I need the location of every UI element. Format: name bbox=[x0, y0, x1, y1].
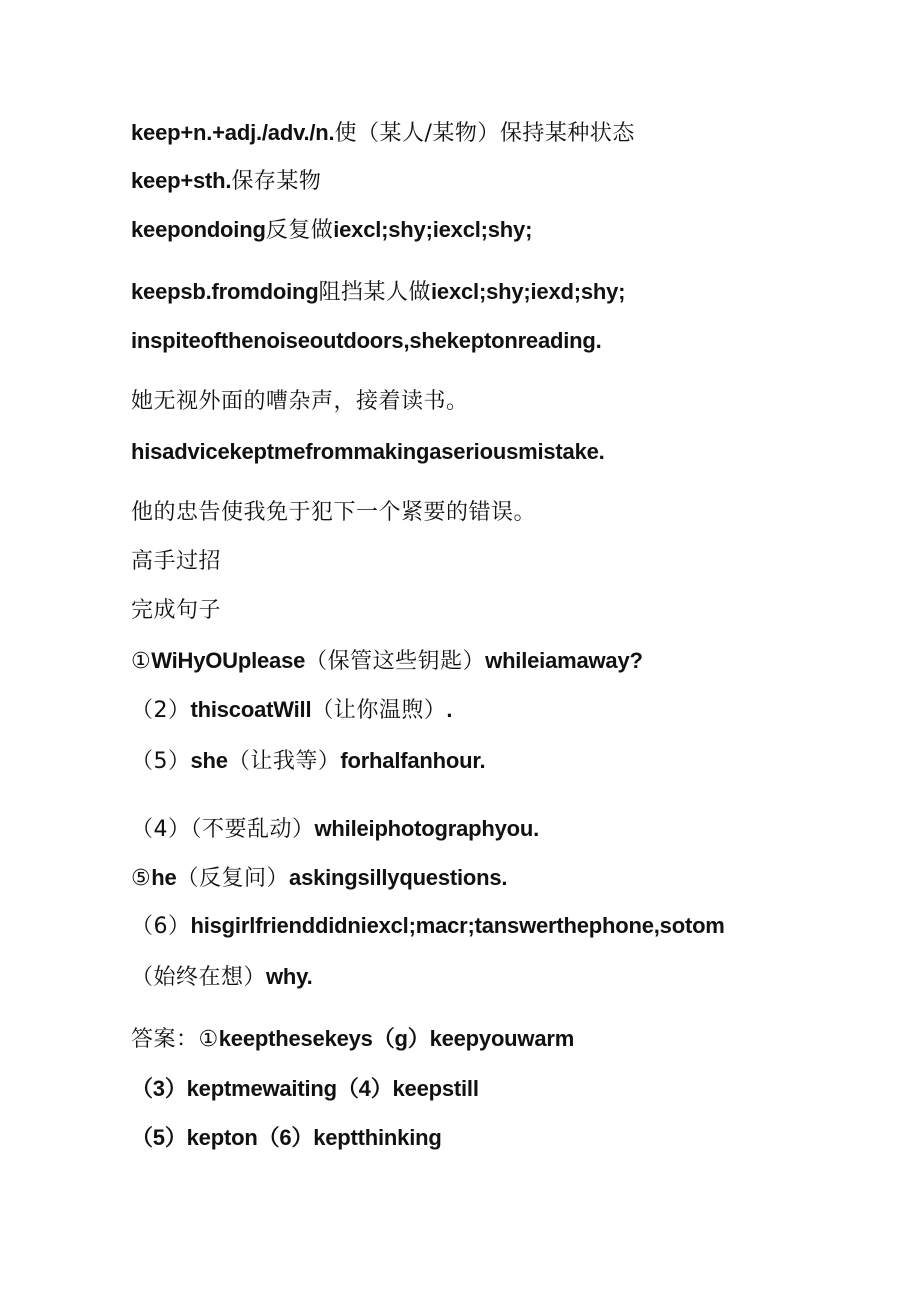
rule-zh: 反复做 bbox=[265, 218, 334, 243]
answer-number: （g） bbox=[372, 1026, 430, 1051]
answer-text: kepton bbox=[186, 1125, 258, 1150]
example-en: hisadvicekeptmefrommakingaseriousmistake. bbox=[131, 439, 605, 464]
question-en-tail: why. bbox=[266, 964, 313, 989]
answer-text: keptthinking bbox=[313, 1125, 442, 1150]
answer-number: （6） bbox=[257, 1125, 314, 1150]
keep-on-doing-rule bbox=[131, 215, 532, 246]
answers-line-3 bbox=[131, 1123, 442, 1154]
section-heading bbox=[131, 547, 221, 577]
question-en-tail: forhalfanhour. bbox=[340, 748, 486, 773]
question-5 bbox=[131, 863, 507, 894]
answer-text: keptmewaiting bbox=[186, 1076, 337, 1101]
question-en-tail: askingsillyquestions. bbox=[289, 865, 508, 890]
question-en-tail: whileiphotographyou. bbox=[314, 816, 540, 841]
question-en: she bbox=[190, 748, 228, 773]
question-number: （5） bbox=[131, 749, 191, 774]
question-number: ① bbox=[131, 649, 152, 674]
answers-line-1 bbox=[131, 1024, 574, 1055]
rule-en-tail: iexcl;shy;iexcl;shy; bbox=[333, 217, 533, 242]
question-number: （6） bbox=[131, 914, 191, 939]
answer-text: keepyouwarm bbox=[429, 1026, 575, 1051]
rule-en: keepondoing bbox=[131, 217, 266, 242]
example-sentence-2-zh bbox=[131, 498, 536, 528]
keep-adj-rule bbox=[131, 118, 635, 149]
question-6-continued bbox=[131, 962, 312, 993]
answers-label: 答案： bbox=[131, 1027, 199, 1052]
question-number: （4） bbox=[131, 817, 191, 842]
question-zh: （不要乱动） bbox=[190, 817, 315, 842]
rule-en: keep+n.+adj./adv./n. bbox=[131, 120, 335, 145]
answer-text: keepstill bbox=[392, 1076, 479, 1101]
question-en: WiHyOUplease bbox=[151, 648, 306, 673]
example-zh: 他的忠告使我免于犯下一个紧要的错误。 bbox=[131, 500, 537, 525]
question-zh: （保管这些钥匙） bbox=[305, 649, 486, 674]
example-sentence-2-en bbox=[131, 437, 605, 468]
question-4 bbox=[131, 814, 539, 845]
rule-en: keep+sth. bbox=[131, 168, 232, 193]
question-6 bbox=[131, 911, 725, 942]
example-sentence-1-zh bbox=[131, 387, 469, 417]
rule-zh: 保存某物 bbox=[231, 169, 322, 194]
answers-line-2 bbox=[131, 1074, 479, 1105]
rule-en: keepsb.fromdoing bbox=[131, 279, 319, 304]
question-zh: （始终在想） bbox=[131, 965, 267, 990]
question-3 bbox=[131, 746, 485, 777]
question-en-tail: whileiamaway? bbox=[485, 648, 643, 673]
keep-from-doing-rule bbox=[131, 277, 625, 308]
rule-en-tail: iexcl;shy;iexd;shy; bbox=[431, 279, 626, 304]
keep-sth-rule bbox=[131, 166, 321, 197]
answer-number: （5） bbox=[131, 1125, 187, 1150]
answer-number: （4） bbox=[336, 1076, 393, 1101]
rule-zh: 阻挡某人做 bbox=[318, 280, 432, 305]
task-heading bbox=[131, 596, 221, 626]
answer-number: ① bbox=[198, 1027, 219, 1052]
question-number: （2） bbox=[131, 698, 191, 723]
question-en: thiscoatWill bbox=[190, 697, 312, 722]
example-zh: 她无视外面的嘈杂声，接着读书。 bbox=[131, 389, 469, 414]
question-zh: （反复问） bbox=[176, 866, 290, 891]
question-zh: （让你温煦） bbox=[311, 698, 447, 723]
answer-number: （3） bbox=[131, 1076, 187, 1101]
question-number: ⑤ bbox=[131, 866, 152, 891]
question-en: hisgirlfrienddidniexcl;macr;tanswerthephone,sotom bbox=[190, 913, 725, 938]
question-2 bbox=[131, 695, 452, 726]
answer-text: keepthesekeys bbox=[218, 1026, 373, 1051]
question-en-tail: . bbox=[446, 697, 453, 722]
section-title: 高手过招 bbox=[131, 549, 222, 574]
example-en: inspiteofthenoiseoutdoors,shekeptonreading. bbox=[131, 328, 602, 353]
question-zh: （让我等） bbox=[227, 749, 341, 774]
example-sentence-1-en bbox=[131, 326, 602, 357]
question-1 bbox=[131, 646, 643, 677]
question-en: he bbox=[151, 865, 177, 890]
rule-zh: 使（某人/某物）保持某种状态 bbox=[334, 121, 635, 146]
task-title: 完成句子 bbox=[131, 598, 222, 623]
